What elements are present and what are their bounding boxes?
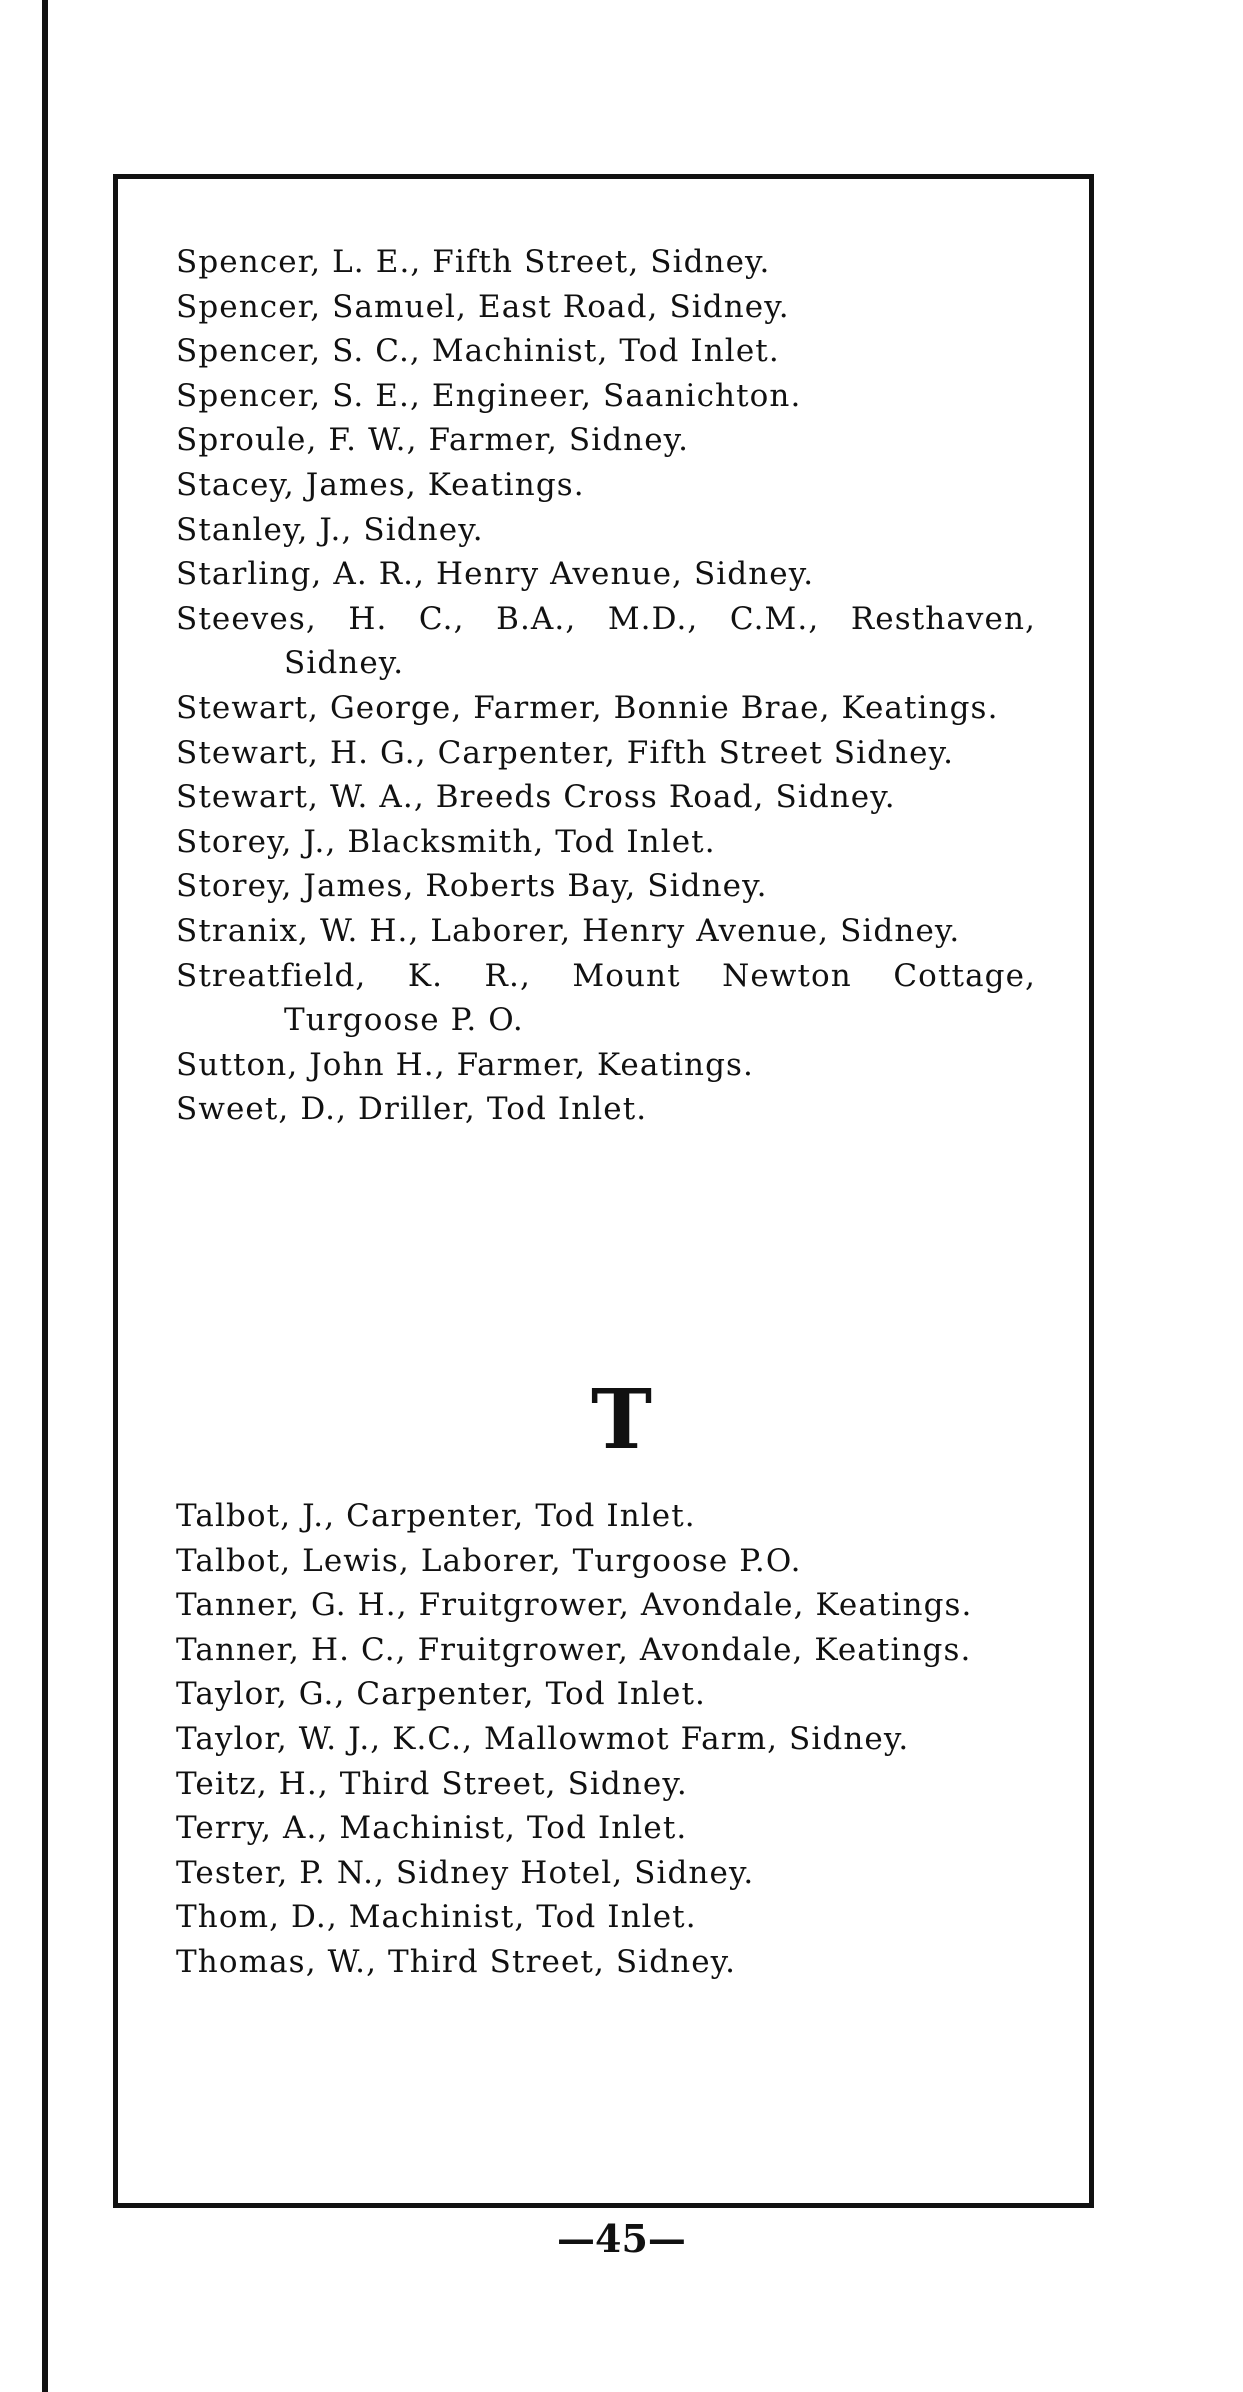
directory-entry: Tester, P. N., Sidney Hotel, Sidney. — [176, 1854, 755, 1891]
directory-entry: Tanner, G. H., Fruitgrower, Avondale, Keatings. — [176, 1587, 973, 1624]
directory-entry: Sweet, D., Driller, Tod Inlet. — [176, 1091, 648, 1128]
directory-entry: Terry, A., Machinist, Tod Inlet. — [176, 1810, 688, 1847]
directory-entry: Sutton, John H., Farmer, Keatings. — [176, 1046, 754, 1083]
directory-entry: Sproule, F. W., Farmer, Sidney. — [176, 422, 690, 459]
directory-entry: Stanley, J., Sidney. — [176, 511, 484, 548]
directory-entry: Stacey, James, Keatings. — [176, 466, 585, 503]
directory-entry: Stewart, W. A., Breeds Cross Road, Sidney. — [176, 779, 896, 816]
directory-entry: Thomas, W., Third Street, Sidney. — [176, 1943, 737, 1980]
directory-entry: Steeves, H. C., B.A., M.D., C.M., Resthaven, Sidney. — [176, 600, 1036, 682]
directory-entry: Spencer, L. E., Fifth Street, Sidney. — [176, 244, 771, 280]
directory-entry: Thom, D., Machinist, Tod Inlet. — [176, 1899, 697, 1936]
directory-entry: Stewart, H. G., Carpenter, Fifth Street Sidney. — [176, 734, 955, 771]
directory-entry: Spencer, Samuel, East Road, Sidney. — [176, 288, 790, 325]
directory-entry: Storey, J., Blacksmith, Tod Inlet. — [176, 823, 716, 860]
directory-entry: Talbot, Lewis, Laborer, Turgoose P.O. — [176, 1542, 802, 1579]
directory-entry: Spencer, S. C., Machinist, Tod Inlet. — [176, 333, 780, 370]
page-number: —45— — [557, 2216, 686, 2261]
directory-entry: Taylor, G., Carpenter, Tod Inlet. — [176, 1676, 706, 1713]
directory-list-s — [176, 240, 1036, 1132]
directory-entry: Spencer, S. E., Engineer, Saanichton. — [176, 377, 802, 414]
directory-list-t — [176, 1494, 1036, 1985]
directory-entry: Talbot, J., Carpenter, Tod Inlet. — [176, 1498, 696, 1534]
directory-entry: Tanner, H. C., Fruitgrower, Avondale, Keatings. — [176, 1631, 972, 1668]
directory-entry: Stewart, George, Farmer, Bonnie Brae, Keatings. — [176, 689, 999, 726]
directory-entry: Stranix, W. H., Laborer, Henry Avenue, Sidney. — [176, 912, 961, 949]
section-heading-letter: T — [590, 1372, 653, 1468]
directory-entry: Streatfield, K. R., Mount Newton Cottage, Turgoose P. O. — [176, 957, 1036, 1039]
directory-entry: Storey, James, Roberts Bay, Sidney. — [176, 868, 768, 905]
directory-entry: Starling, A. R., Henry Avenue, Sidney. — [176, 556, 815, 593]
left-margin-rule — [42, 0, 48, 2392]
directory-entry: Teitz, H., Third Street, Sidney. — [176, 1765, 688, 1802]
directory-entry: Taylor, W. J., K.C., Mallowmot Farm, Sidney. — [176, 1720, 910, 1757]
